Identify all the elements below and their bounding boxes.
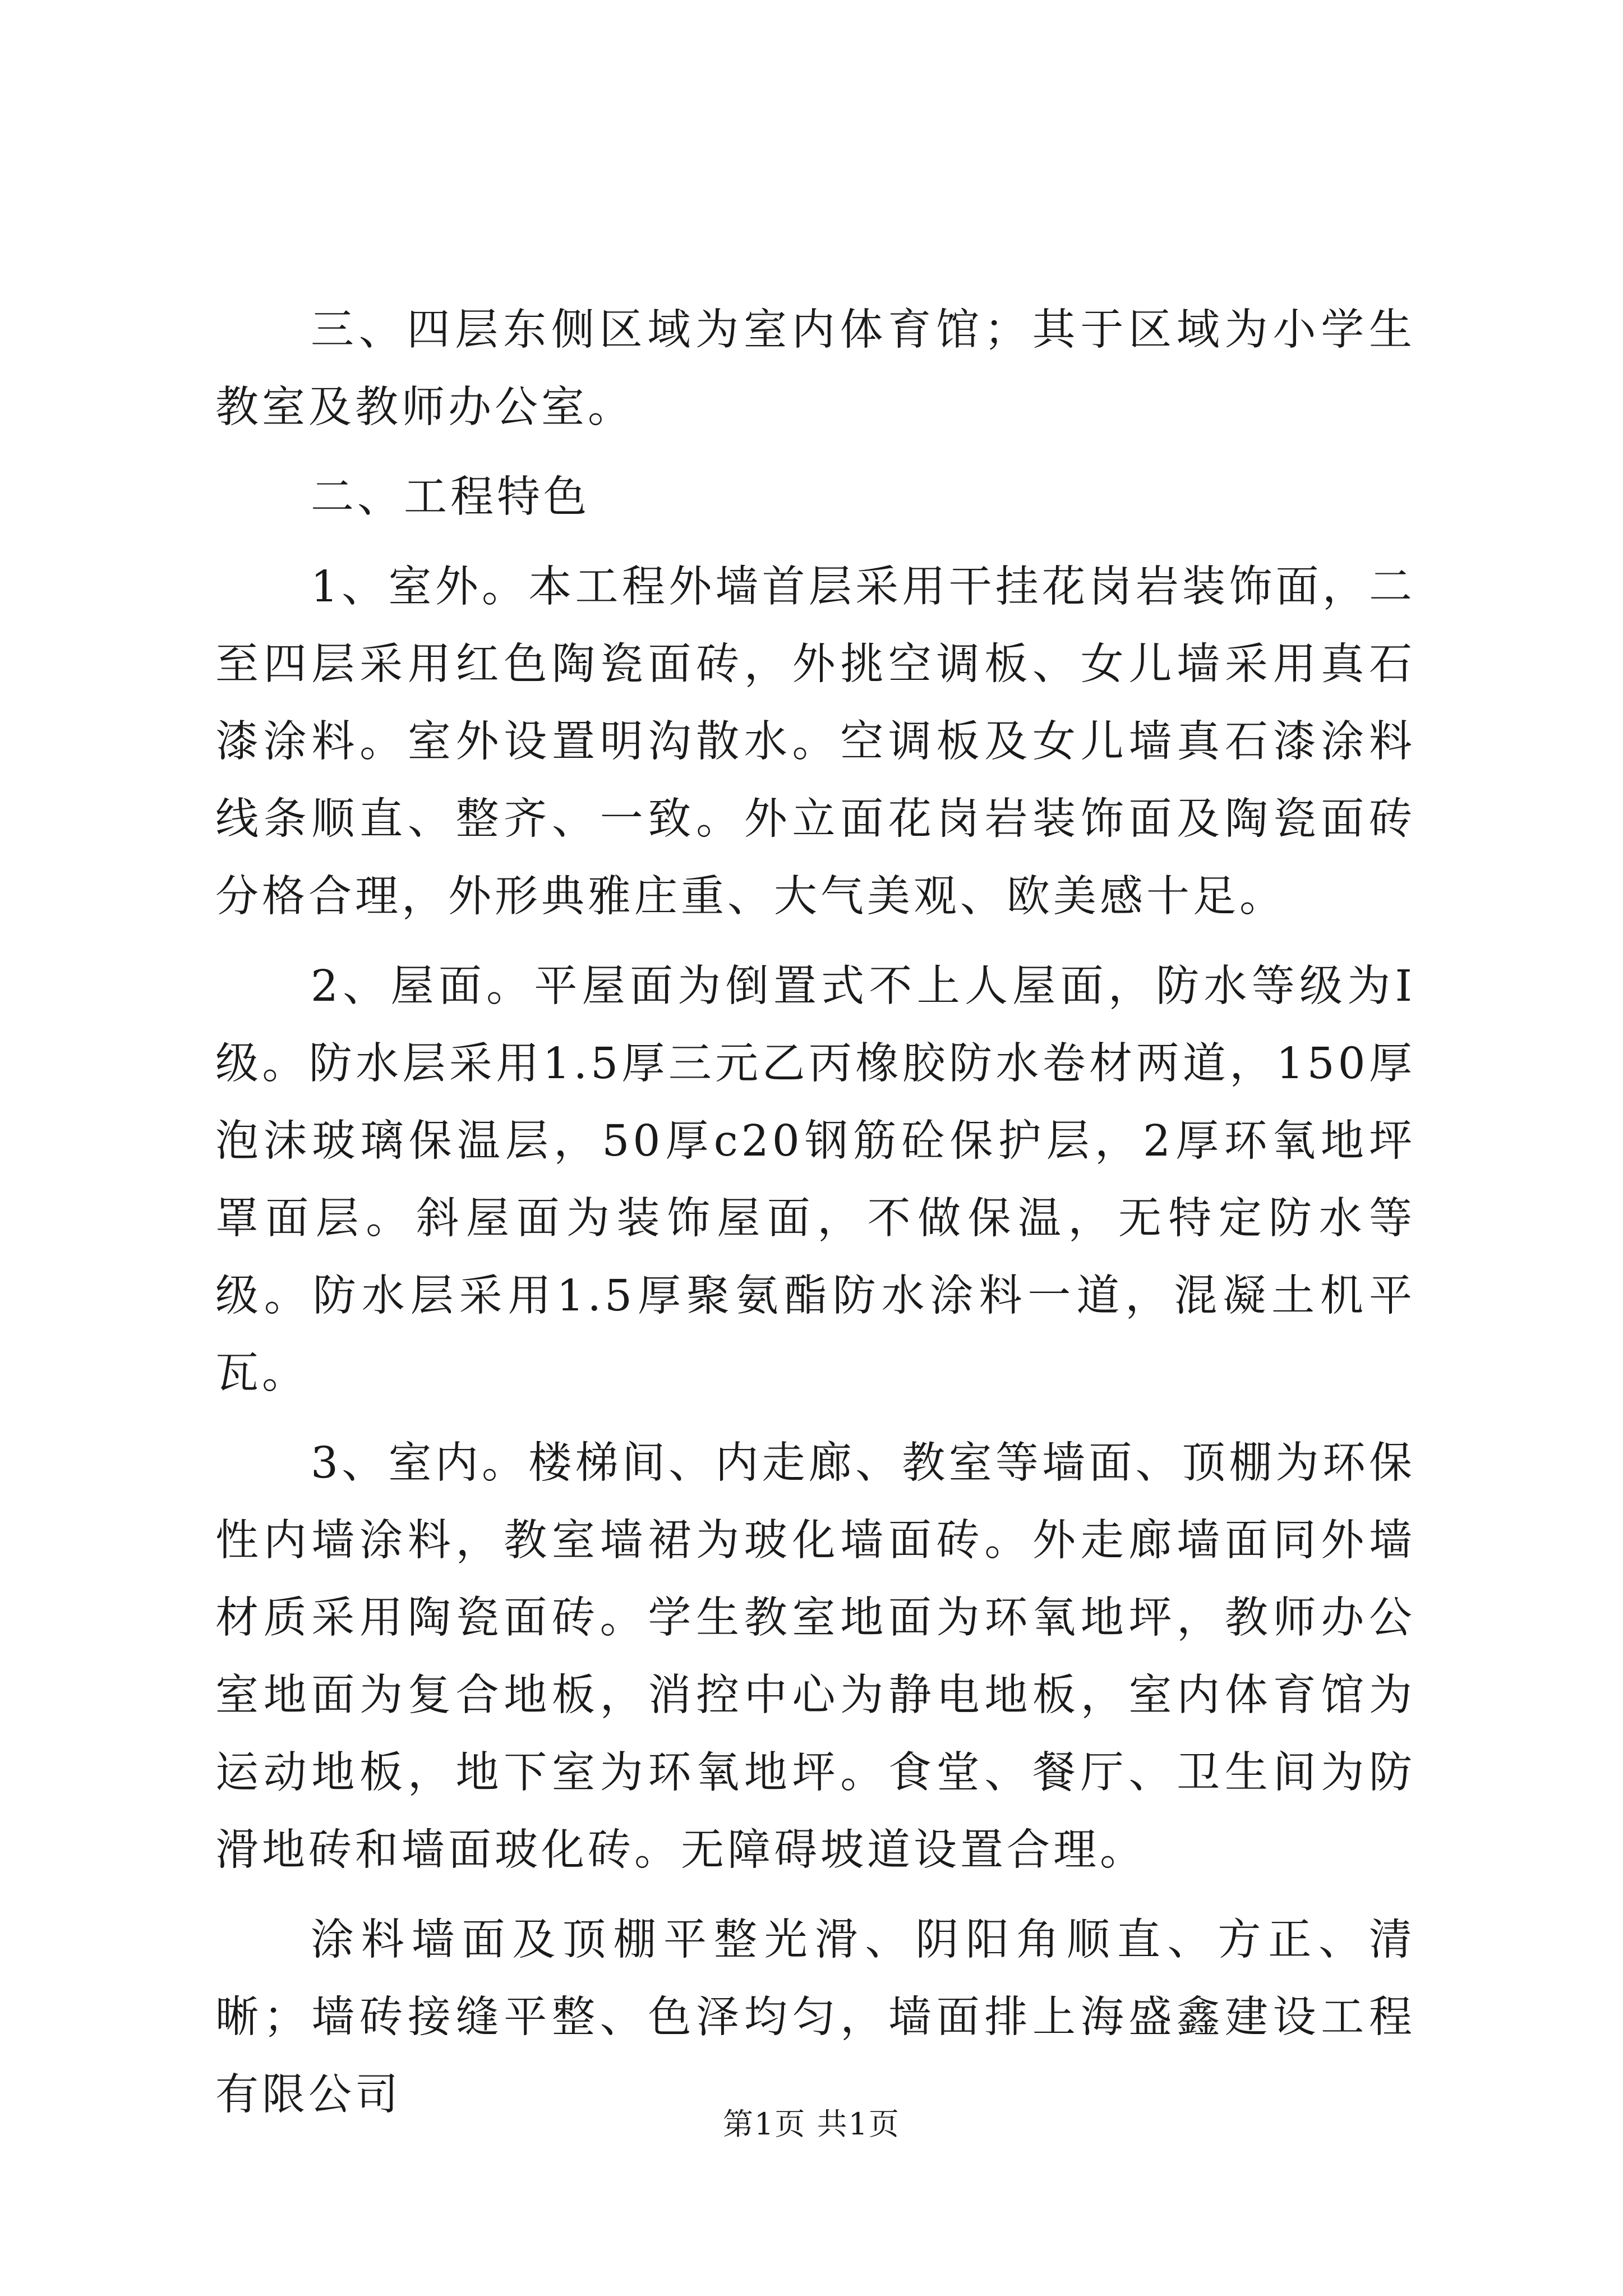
paragraph-interior: 3、室内。楼梯间、内走廊、教室等墙面、顶棚为环保性内墙涂料，教室墙裙为玻化墙面砖。外走廊墙面同外墙材质采用陶瓷面砖。学生教室地面为环氧地坪，教师办公室地面为复合地板，消控中心为静电地板，室内体育馆为运动地板，地下室为环氧地坪。食堂、餐厅、卫生间为防滑地砖和墙面玻化砖。无障碍坡道设置合理。 (215, 1438, 1415, 1875)
paragraph-floor-layout: 三、四层东侧区域为室内体育馆；其于区域为小学生教室及教师办公室。 (215, 305, 1415, 432)
document-body (215, 292, 1415, 2134)
section-heading-project-features: 二、工程特色 (311, 472, 590, 522)
page-footer: 第1页 共1页 (723, 2106, 900, 2142)
paragraph-roof: 2、屋面。平屋面为倒置式不上人屋面，防水等级为Ⅰ级。防水层采用1.5厚三元乙丙橡胶防水卷材两道，150厚泡沫玻璃保温层，50厚c20钢筋砼保护层，2厚环氧地坪罩面层。斜屋面为装饰屋面，不做保温，无特定防水等级。防水层采用1.5厚聚氨酯防水涂料一道，混凝土机平瓦。 (215, 961, 1415, 1398)
paragraph-exterior: 1、室外。本工程外墙首层采用干挂花岗岩装饰面，二至四层采用红色陶瓷面砖，外挑空调板、女儿墙采用真石漆涂料。室外设置明沟散水。空调板及女儿墙真石漆涂料线条顺直、整齐、一致。外立面花岗岩装饰面及陶瓷面砖分格合理，外形典雅庄重、大气美观、欧美感十足。 (215, 562, 1415, 922)
paragraph-coating-walls: 涂料墙面及顶棚平整光滑、阴阳角顺直、方正、清晰；墙砖接缝平整、色泽均匀，墙面排上海盛鑫建设工程有限公司 (215, 1915, 1415, 2120)
